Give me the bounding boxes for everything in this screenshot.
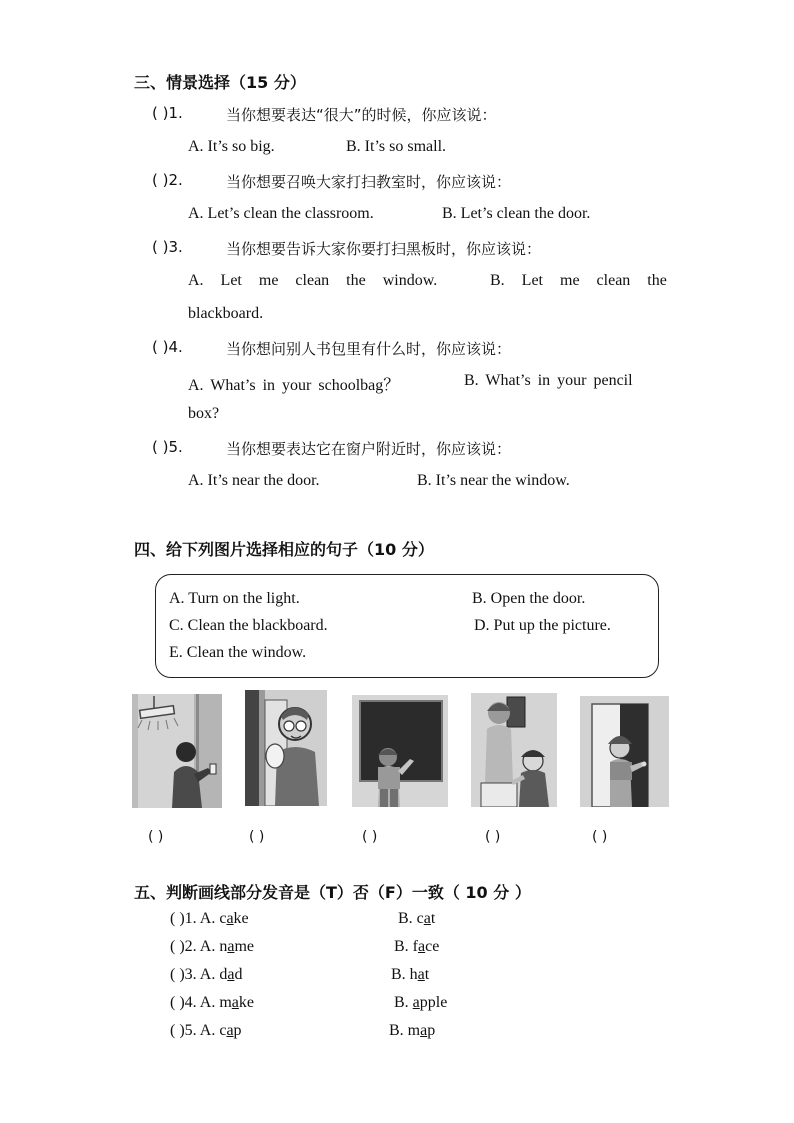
blackboard-scene-image xyxy=(352,695,448,807)
window-cleaning-scene-image xyxy=(245,690,327,806)
picture-hanging-scene-image xyxy=(471,693,557,807)
answer-blank[interactable]: ( )1. A. xyxy=(170,910,220,927)
answer-blank[interactable]: ( )4. xyxy=(152,338,183,356)
underlined-letter: a xyxy=(412,994,420,1011)
word-b-part: t xyxy=(430,910,436,927)
word-a-part: m xyxy=(219,994,232,1011)
option-b: B. Let me clean the xyxy=(490,272,667,289)
word-b-part: B. xyxy=(394,994,413,1011)
underlined-letter: a xyxy=(420,1022,428,1039)
option-a: A. Let’s clean the classroom. xyxy=(188,205,374,222)
question-prompt: 当你想要表达“很大”的时候，你应该说： xyxy=(226,106,497,124)
option-a: A. It’s near the door. xyxy=(188,472,320,489)
phonics-item xyxy=(170,994,254,1012)
option-b-continued: blackboard. xyxy=(188,305,264,322)
section4-title: 四、给下列图片选择相应的句子（10 分） xyxy=(134,540,434,559)
option-a: A. Let me clean the window. xyxy=(188,272,438,289)
question-prompt: 当你想问别人书包里有什么时，你应该说： xyxy=(226,340,512,358)
picture-5-answer-blank[interactable]: ( ) xyxy=(592,829,608,845)
answer-blank[interactable]: ( )5. A. xyxy=(170,1022,220,1039)
phonics-item xyxy=(170,1022,242,1040)
option-c-sentence: C. Clean the blackboard. xyxy=(169,617,328,634)
word-a-part: n xyxy=(219,938,228,955)
word-a-part: c xyxy=(219,910,227,927)
option-b: B. What’s in your pencil xyxy=(464,372,633,389)
word-b-part: t xyxy=(424,966,430,983)
word-a-part: ke xyxy=(233,910,249,927)
underlined-letter: a xyxy=(423,910,431,927)
question-prompt: 当你想要告诉大家你要打扫黑板时，你应该说： xyxy=(226,240,542,258)
word-b-part: B. h xyxy=(391,966,418,983)
word-a-part: me xyxy=(234,938,254,955)
option-a-sentence: A. Turn on the light. xyxy=(169,590,300,607)
option-b: B. It’s so small. xyxy=(346,138,447,155)
door-opening-scene-image xyxy=(580,696,669,807)
underlined-letter: a xyxy=(417,966,425,983)
word-b-part: ce xyxy=(425,938,440,955)
question-prompt: 当你想要召唤大家打扫教室时，你应该说： xyxy=(226,173,512,191)
answer-blank[interactable]: ( )3. xyxy=(152,238,183,256)
word-a-part: d xyxy=(219,966,228,983)
word-a-part: d xyxy=(234,966,243,983)
option-b: B. It’s near the window. xyxy=(417,472,570,489)
underlined-letter: a xyxy=(226,1022,234,1039)
option-a: A. What’s in your schoolbag？ xyxy=(188,377,400,394)
answer-blank[interactable]: ( )1. xyxy=(152,104,183,122)
option-b-continued: box? xyxy=(188,405,220,422)
answer-blank[interactable]: ( )5. xyxy=(152,438,183,456)
option-b-sentence: B. Open the door. xyxy=(472,590,586,607)
phonics-item-b xyxy=(394,994,447,1012)
word-b-part: B. f xyxy=(394,938,418,955)
phonics-item xyxy=(170,910,249,928)
answer-blank[interactable]: ( )2. A. xyxy=(170,938,220,955)
option-b: B. Let’s clean the door. xyxy=(442,205,591,222)
word-a-part: c xyxy=(219,1022,227,1039)
phonics-item-b xyxy=(391,966,429,984)
option-d-sentence: D. Put up the picture. xyxy=(474,617,611,634)
underlined-letter: a xyxy=(227,966,235,983)
phonics-item-b xyxy=(398,910,435,928)
underlined-letter: a xyxy=(418,938,426,955)
word-b-part: B. c xyxy=(398,910,424,927)
answer-blank[interactable]: ( )2. xyxy=(152,171,183,189)
section3-title: 三、情景选择（15 分） xyxy=(134,73,306,92)
picture-1-answer-blank[interactable]: ( ) xyxy=(148,829,164,845)
option-e-sentence: E. Clean the window. xyxy=(169,644,307,661)
answer-blank[interactable]: ( )3. A. xyxy=(170,966,220,983)
word-b-part: p xyxy=(427,1022,436,1039)
picture-3-answer-blank[interactable]: ( ) xyxy=(362,829,378,845)
phonics-item-b xyxy=(394,938,439,956)
underlined-letter: a xyxy=(226,910,234,927)
picture-2-answer-blank[interactable]: ( ) xyxy=(249,829,265,845)
word-a-part: ke xyxy=(238,994,254,1011)
phonics-item xyxy=(170,938,254,956)
word-b-part: B. m xyxy=(389,1022,421,1039)
word-a-part: p xyxy=(233,1022,242,1039)
phonics-item-b xyxy=(389,1022,435,1040)
phonics-item xyxy=(170,966,242,984)
answer-blank[interactable]: ( )4. A. xyxy=(170,994,220,1011)
question-prompt: 当你想要表达它在窗户附近时，你应该说： xyxy=(226,440,512,458)
section5-title: 五、判断画线部分发音是（T）否（F）一致（ 10 分 ） xyxy=(134,883,531,902)
picture-4-answer-blank[interactable]: ( ) xyxy=(485,829,501,845)
word-b-part: pple xyxy=(419,994,448,1011)
light-switch-scene-image xyxy=(132,694,222,808)
underlined-letter: a xyxy=(231,994,239,1011)
underlined-letter: a xyxy=(227,938,235,955)
option-a: A. It’s so big. xyxy=(188,138,275,155)
